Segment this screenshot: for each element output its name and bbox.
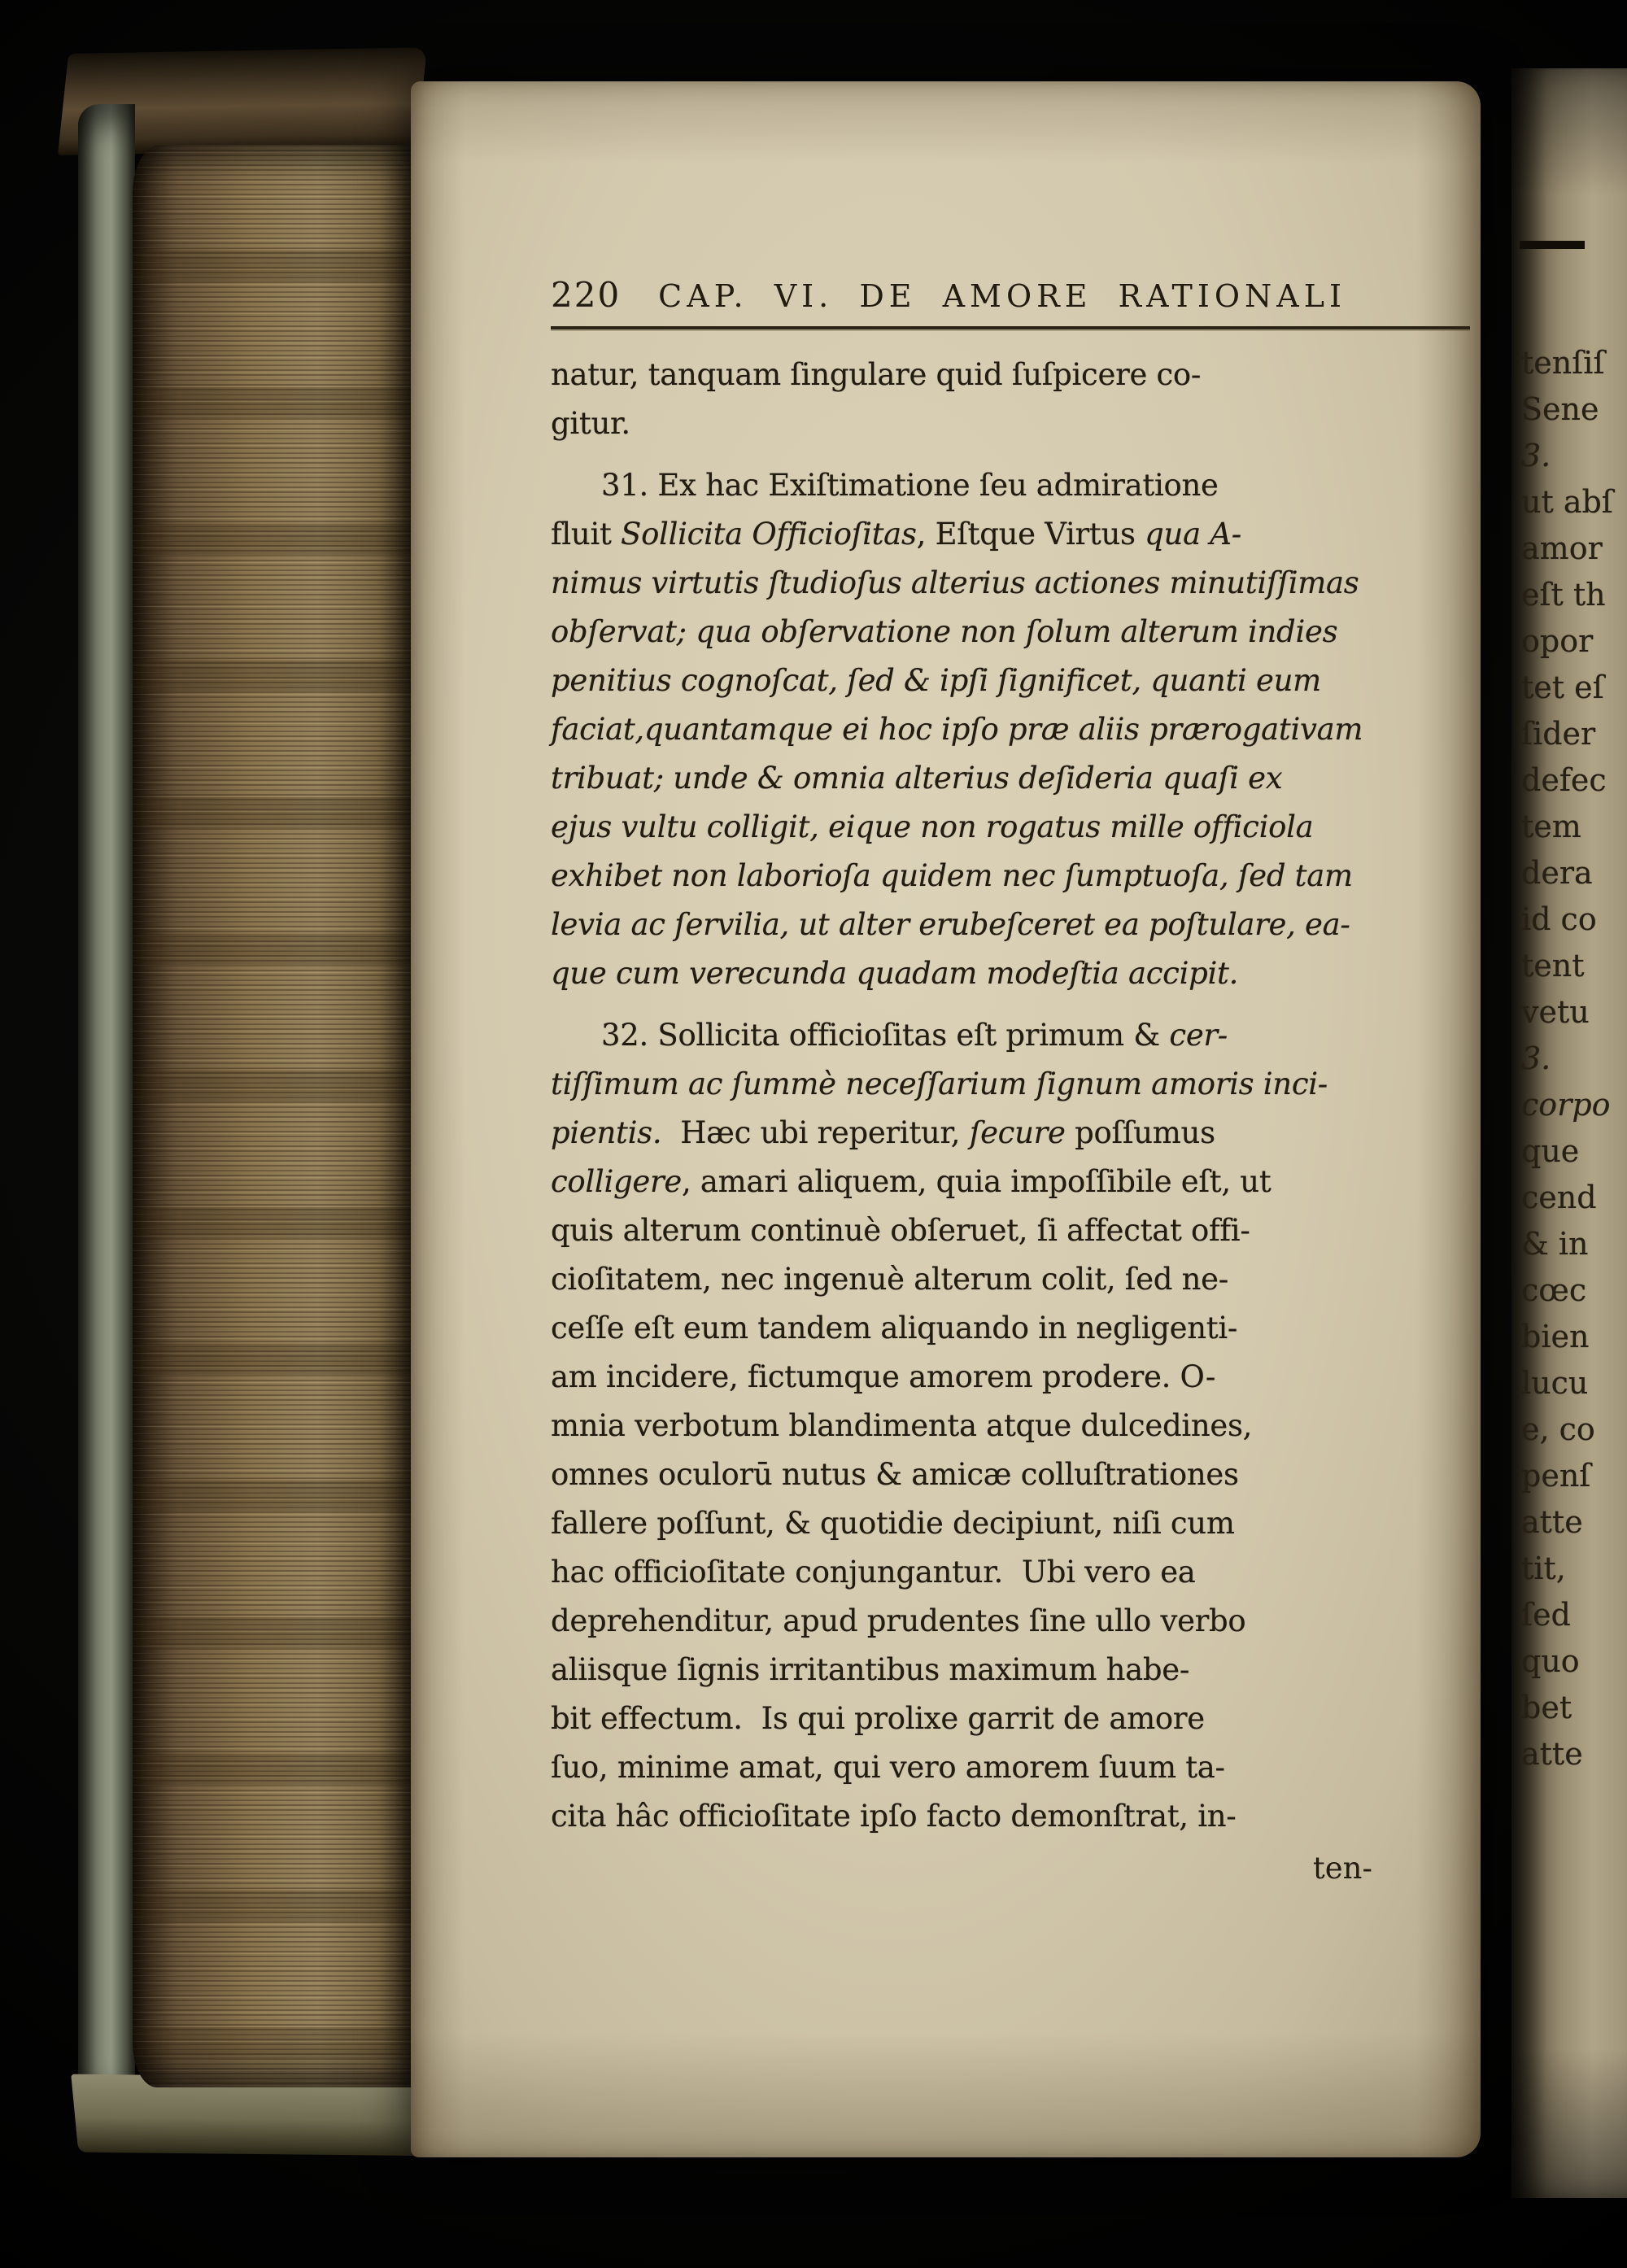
text-segment: , amari aliquem, quia impoſſibile eſt, ut: [681, 1164, 1272, 1199]
text-segment: quis alterum continuè obſeruet, ſi affectat offi-: [551, 1213, 1250, 1248]
text-segment: deprehenditur, apud prudentes ſine ullo verbo: [551, 1603, 1246, 1638]
text-segment: nimus virtutis ſtudioſus alterius actiones minutiſſimas: [551, 565, 1359, 600]
text-line: [551, 852, 1470, 901]
text-line: [551, 1206, 1470, 1255]
facing-page-line: quo: [1521, 1643, 1580, 1679]
facing-page-line: penſ: [1521, 1458, 1591, 1494]
text-segment: ſecure: [969, 1115, 1066, 1150]
facing-page-line: lucu: [1521, 1365, 1589, 1401]
facing-page-line: defec: [1521, 762, 1607, 798]
facing-page-line: tit,: [1521, 1551, 1566, 1586]
text-segment: poſſumus: [1065, 1115, 1215, 1150]
page-body: [551, 351, 1470, 1841]
facing-page-line: bien: [1521, 1319, 1590, 1354]
catchword: ten-: [1312, 1851, 1372, 1886]
facing-page-line: 3.: [1521, 1040, 1551, 1076]
text-line: [551, 1792, 1470, 1841]
text-line: [551, 461, 1470, 510]
facing-page-line: tet eſ: [1521, 669, 1604, 705]
text-line: [551, 1694, 1470, 1743]
text-line: [551, 1060, 1470, 1109]
text-segment: cita hâc officioſitate ipſo facto demonſtrat, in-: [551, 1799, 1237, 1834]
text-line: [551, 1646, 1470, 1694]
facing-page-line: ut abſ: [1521, 484, 1613, 520]
text-segment: am incidere, fictumque amorem prodere. O-: [551, 1359, 1216, 1394]
facing-page-line: tent: [1521, 948, 1585, 984]
text-line: [551, 510, 1470, 559]
facing-page-lines: [1511, 340, 1627, 1777]
facing-page-line: Sene: [1521, 391, 1599, 427]
text-segment: , Eſtque Virtus: [916, 517, 1145, 552]
facing-page: [1511, 68, 1627, 2198]
text-segment: mnia verbotum blandimenta atque dulcedines,: [551, 1408, 1253, 1443]
facing-page-line: tenſiſ: [1521, 345, 1605, 381]
facing-page-line: amor: [1521, 530, 1603, 566]
facing-page-line: eſt th: [1521, 577, 1606, 613]
facing-page-line: 3.: [1521, 438, 1551, 473]
text-segment: tribuat; unde & omnia alterius deſideria quaſi ex: [551, 761, 1283, 796]
text-segment: fallere poſſunt, & quotidie decipiunt, niſi cum: [551, 1506, 1235, 1541]
text-segment: aliisque ſignis irritantibus maximum habe-: [551, 1652, 1190, 1687]
text-line: [551, 1743, 1470, 1792]
facing-page-line: atte: [1521, 1736, 1583, 1772]
facing-page-line: opor: [1521, 623, 1594, 659]
facing-page-line: & in: [1521, 1226, 1589, 1262]
facing-page-line: atte: [1521, 1504, 1583, 1540]
text-segment: pientis.: [551, 1115, 662, 1150]
text-segment: 31. Ex hac Exiſtimatione ſeu admiratione: [601, 468, 1219, 503]
text-line: [551, 1255, 1470, 1304]
text-line: [551, 1353, 1470, 1402]
text-segment: faciat,quantamque ei hoc ipſo præ aliis prærogativam: [551, 712, 1363, 747]
text-line: [551, 1499, 1470, 1548]
book-cover-fore-edge: [78, 104, 135, 2120]
facing-page-line: ſed: [1521, 1597, 1571, 1633]
text-segment: penitius cognoſcat, ſed & ipſi ſignificet, quanti eum: [551, 663, 1321, 698]
running-head: CAP. VI. DE AMORE RATIONALI: [658, 278, 1346, 314]
text-line: [551, 656, 1470, 705]
text-segment: ejus vultu colligit, eique non rogatus mille officiola: [551, 809, 1314, 844]
text-segment: cioſitatem, nec ingenuè alterum colit, ſed ne-: [551, 1262, 1228, 1297]
text-segment: levia ac ſervilia, ut alter erubeſceret ea poſtulare, ea-: [551, 907, 1350, 942]
left-page: [411, 81, 1481, 2157]
text-line: [551, 1402, 1470, 1450]
text-line: [551, 351, 1470, 399]
text-segment: que cum verecunda quadam modeſtia accipit.: [551, 956, 1239, 991]
text-line: [551, 803, 1470, 852]
text-segment: exhibet non laborioſa quidem nec ſumptuoſa, ſed tam: [551, 858, 1353, 893]
facing-page-line: vetu: [1521, 994, 1590, 1030]
text-line: [551, 399, 1470, 448]
facing-page-line: cœc: [1521, 1272, 1587, 1308]
facing-page-line: cend: [1521, 1180, 1597, 1215]
text-line: [551, 1548, 1470, 1597]
text-line: [551, 901, 1470, 949]
text-segment: gitur.: [551, 406, 630, 441]
facing-page-line: e, co: [1521, 1411, 1595, 1447]
page-block-fore-edge: [133, 145, 413, 2087]
text-line: [551, 608, 1470, 656]
text-segment: cer-: [1169, 1018, 1228, 1053]
text-line: [551, 1304, 1470, 1353]
text-line: [551, 559, 1470, 608]
text-segment: ceſſe eſt eum tandem aliquando in negligenti-: [551, 1311, 1238, 1346]
text-line: [551, 1109, 1470, 1158]
text-segment: fluit: [551, 517, 622, 552]
text-segment: ſuo, minime amat, qui vero amorem ſuum ta-: [551, 1750, 1225, 1785]
text-line: [551, 1158, 1470, 1206]
text-line: [551, 1011, 1470, 1060]
text-segment: hac officioſitate conjungantur. Ubi vero ea: [551, 1555, 1196, 1590]
header-rule: [551, 326, 1470, 329]
text-segment: Hæc ubi reperitur,: [661, 1115, 970, 1150]
text-segment: omnes oculorū nutus & amicæ colluſtrationes: [551, 1457, 1239, 1492]
text-segment: tiſſimum ac ſummè neceſſarium ſignum amoris inci-: [551, 1066, 1328, 1101]
facing-page-line: que: [1521, 1133, 1580, 1169]
text-segment: 32. Sollicita officioſitas eſt primum &: [601, 1018, 1170, 1053]
facing-page-line: corpo: [1521, 1087, 1611, 1123]
text-segment: colligere: [551, 1164, 682, 1199]
facing-page-line: dera: [1521, 855, 1593, 891]
text-segment: qua A-: [1145, 517, 1241, 552]
page-number: 220: [551, 275, 622, 315]
page-text: [551, 275, 1470, 1893]
facing-page-line: ſider: [1521, 716, 1596, 752]
text-line: [551, 1450, 1470, 1499]
text-line: [551, 705, 1470, 754]
catchword-row: [551, 1844, 1470, 1893]
page-header: [551, 275, 1470, 315]
text-line: [551, 754, 1470, 803]
text-segment: bit effectum. Is qui prolixe garrit de amore: [551, 1701, 1205, 1736]
text-line: [551, 1597, 1470, 1646]
text-segment: Sollicita Officioſitas: [621, 517, 917, 552]
facing-page-line: bet: [1521, 1690, 1572, 1725]
text-segment: natur, tanquam ſingulare quid ſuſpicere co-: [551, 357, 1202, 392]
text-line: [551, 949, 1470, 998]
text-segment: obſervat; qua obſervatione non ſolum alterum indies: [551, 614, 1338, 649]
facing-page-rule: [1520, 241, 1585, 249]
facing-page-line: id co: [1521, 901, 1597, 937]
facing-page-line: tem: [1521, 809, 1581, 844]
